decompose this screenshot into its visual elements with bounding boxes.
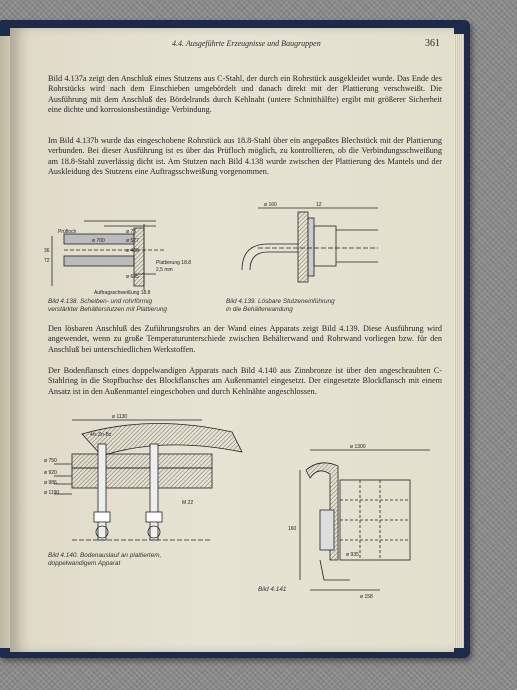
caption-4-140 bbox=[48, 552, 161, 568]
label-d2: ø 75 bbox=[126, 229, 137, 235]
paragraph-text: Im Bild 4.137b wurde das eingeschobene Rohrstück aus 18.8-Stahl über ein angepaßtes Blechstück mit der Plattierung verbunden. Bei dieser Ausführung ist es über das Prüfloch möglich, zu kontrollieren, ob die Verbindungsschweißung am 18.8-Stahl zuverlässig dicht ist. Am Stutzen nach Bild 4.138 wurde zwischen der Plattierung des Mantels und der Auskleidung des Stutzens eine Auftragsschweißung vorgenommen. bbox=[48, 136, 442, 177]
caption-line: verstärkter Behälterstutzen mit Plattierung bbox=[48, 306, 167, 313]
figure-4-140 bbox=[42, 412, 252, 550]
label-d3: ø 527 bbox=[126, 238, 139, 244]
figure-4-139-drawing bbox=[228, 200, 398, 296]
label-weld: 4/s Zn-Bz bbox=[90, 432, 112, 438]
figure-4-138 bbox=[44, 206, 234, 296]
label-d2: ø 750 bbox=[44, 458, 57, 464]
label-t1: 36 bbox=[44, 248, 50, 254]
label-h1: 160 bbox=[288, 526, 297, 532]
paragraph-2 bbox=[48, 136, 442, 178]
label-d1: ø 700 bbox=[92, 238, 105, 244]
label-t2: 72 bbox=[44, 258, 50, 264]
caption-line: in die Behälterwandung bbox=[226, 306, 293, 313]
label-d1: ø 160 bbox=[264, 202, 277, 208]
figure-4-140-drawing bbox=[42, 412, 252, 550]
paragraph-text: Den lösbaren Anschluß des Zuführungsrohrs an der Wand eines Apparats zeigt Bild 4.139. Diese Ausführung wird angewendet, wenn zu große Temperaturunterschiede zwischen Behälterwand und Rohrwand vorliegen bzw. für den Anschluß bei unterschiedlichen Werkstoffen. bbox=[48, 324, 442, 354]
paragraph-text: Bild 4.137a zeigt den Anschluß eines Stutzens aus C-Stahl, der durch ein Rohrstück ausgekleidet wurde. Das Ende des Rohrstücks wird nach dem Einschieben umgebördelt und danach direkt mit der Plattierung verschweißt. Die Ausführung mit dem Anschluß des Bördelrands durch Kehlnaht (untere Schnitthälfte) ergibt mit größerer Sicherheit eine dichte und korrosionsbeständige Verbindung. bbox=[48, 74, 442, 115]
caption-4-139 bbox=[226, 298, 335, 314]
caption-4-138 bbox=[48, 298, 167, 314]
label-plattierung: Plattierung 18.8 bbox=[156, 260, 192, 266]
paragraph-3 bbox=[48, 324, 442, 355]
paragraph-1 bbox=[48, 74, 442, 116]
label-thread: M 22 bbox=[182, 500, 194, 506]
caption-4-141 bbox=[258, 586, 286, 594]
label-thickness: 2,5 mm bbox=[156, 267, 173, 273]
caption-line: Bild 4.141 bbox=[258, 586, 287, 593]
label-d2: 12 bbox=[316, 202, 322, 208]
figure-4-141-drawing bbox=[280, 440, 440, 600]
label-d3: ø 158 bbox=[360, 594, 373, 600]
page-number: 361 bbox=[425, 38, 440, 49]
running-header bbox=[172, 38, 440, 49]
label-d3: ø 920 bbox=[44, 470, 57, 476]
label-d4: ø 480 bbox=[126, 248, 139, 254]
paragraph-4 bbox=[48, 366, 442, 397]
paragraph-text: Der Bodenflansch eines doppelwandigen Apparats nach Bild 4.140 aus Zinnbronze ist über den angeschraubten C-Stahlring in die Stopfbuchse des Blockflansches am Außenmantel eingesetzt. Der eingesetzte Blockflansch mit einem Ansatz ist in den Außenmantel eingeschoben und durch Kehlnähte angeschlossen. bbox=[48, 366, 442, 396]
header-title: 4.4. Ausgeführte Erzeugnisse und Baugruppen bbox=[172, 39, 321, 48]
label-d2: ø 935 bbox=[346, 552, 359, 558]
caption-line: Bild 4.138. Scheiben- und rohrförmig bbox=[48, 298, 153, 305]
caption-line: Bild 4.139. Lösbare Stutzeneinführung bbox=[226, 298, 335, 305]
figure-4-141 bbox=[280, 440, 440, 600]
caption-line: Bild 4.140. Bodenauslauf an plattiertem, bbox=[48, 552, 162, 559]
label-d4: ø 986 bbox=[44, 480, 57, 486]
label-d5: ø 1190 bbox=[44, 490, 60, 496]
label-d1: ø 1130 bbox=[112, 414, 128, 420]
label-auftrag: Auftragsschweißung 18.8 bbox=[94, 290, 151, 296]
figure-4-138-drawing bbox=[44, 206, 234, 296]
caption-line: doppelwandigem Apparat bbox=[48, 560, 121, 567]
label-pruefloch: Prüfloch bbox=[58, 229, 77, 235]
figure-4-139 bbox=[228, 200, 398, 296]
label-d5: ø 685 bbox=[126, 274, 139, 280]
label-d1: ø 1300 bbox=[350, 444, 366, 450]
